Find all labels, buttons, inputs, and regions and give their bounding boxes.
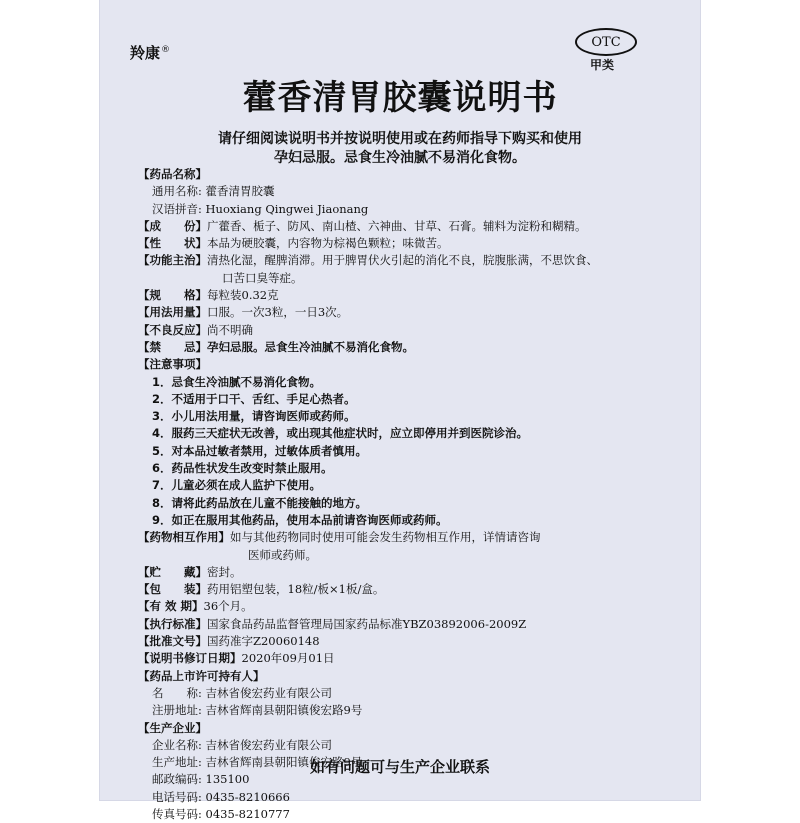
manufacturer-address-label: 生产地址:: [152, 755, 202, 770]
section-notes: 【注意事项】: [138, 357, 207, 372]
leaflet-sheet: [100, 0, 700, 821]
row-validity: [138, 598, 668, 615]
fax-value: 0435-8210777: [205, 806, 290, 821]
row-usage: [138, 304, 668, 321]
approval-value: 国药准字Z20060148: [207, 634, 320, 649]
manufacturer-name-label: 企业名称:: [152, 737, 202, 752]
row-fax: [138, 806, 668, 823]
holder-address-label: 注册地址:: [152, 703, 202, 718]
validity-value: 36个月。: [203, 599, 253, 614]
spec-label: 【规 格】: [138, 288, 207, 303]
revision-date-value: 2020年09月01日: [241, 651, 335, 666]
note-item-1: 1．忌食生冷油腻不易消化食物。: [152, 374, 321, 389]
row-character: [138, 235, 668, 252]
document-title: 藿香清胃胶囊说明书: [242, 78, 558, 118]
otc-class-label: 甲类: [590, 58, 615, 72]
indication-value: 清热化湿，醒脾消滞。用于脾胃伏火引起的消化不良，脘腹胀满，不思饮食、: [207, 253, 598, 268]
phone-label: 电话号码:: [152, 789, 202, 804]
warning-notice: 孕妇忌服。忌食生冷油腻不易消化食物。: [274, 150, 526, 166]
note-item-6: 6．药品性状发生改变时禁止服用。: [152, 461, 333, 476]
contact-footer: 如有问题可与生产企业联系: [309, 758, 490, 776]
section-manufacturer: 【生产企业】: [138, 720, 207, 735]
row-holder-name: [138, 685, 668, 702]
row-pinyin: [138, 201, 668, 218]
brand-name: 羚康: [130, 44, 161, 62]
holder-name-label: 名 称:: [152, 685, 202, 700]
phone-value: 0435-8210666: [205, 789, 290, 804]
storage-label: 【贮 藏】: [138, 564, 207, 579]
postal-code-value: 135100: [205, 772, 250, 787]
row-manufacturer-name: [138, 737, 668, 754]
spec-value: 每粒装0.32克: [207, 288, 279, 303]
fax-label: 传真号码:: [152, 806, 202, 821]
package-value: 药用铝塑包装，18粒/板×1板/盒。: [207, 582, 385, 597]
row-spec: [138, 287, 668, 304]
usage-label: 【用法用量】: [138, 305, 207, 320]
section-license-holder: 【药品上市许可持有人】: [138, 668, 265, 683]
otc-badge: OTC: [575, 28, 637, 56]
package-label: 【包 装】: [138, 582, 207, 597]
adverse-value: 尚不明确: [207, 322, 253, 337]
holder-address-value: 吉林省辉南县朝阳镇俊宏路9号: [205, 703, 363, 718]
storage-value: 密封。: [207, 564, 242, 579]
leaflet-body: [138, 166, 668, 823]
interaction-label: 【药物相互作用】: [138, 530, 230, 545]
row-holder-address: [138, 702, 668, 719]
row-revision-date: [138, 650, 668, 667]
indication-label: 【功能主治】: [138, 253, 207, 268]
registered-mark-icon: ®: [161, 45, 171, 55]
validity-label: 【有 效 期】: [138, 599, 204, 614]
manufacturer-address-value: 吉林省辉南县朝阳镇俊宏路9号: [205, 755, 363, 770]
row-interaction: [138, 529, 668, 546]
note-item-2: 2．不适用于口干、舌红、手足心热者。: [152, 391, 356, 406]
interaction-value: 如与其他药物同时使用可能会发生药物相互作用，详情请咨询: [230, 530, 541, 545]
ingredients-label: 【成 份】: [138, 218, 207, 233]
common-name-value: 藿香清胃胶囊: [205, 184, 275, 199]
row-standard: [138, 616, 668, 633]
ingredients-value: 广藿香、栀子、防风、南山楂、六神曲、甘草、石膏。辅料为淀粉和糊精。: [207, 218, 587, 233]
adverse-label: 【不良反应】: [138, 322, 207, 337]
row-phone: [138, 789, 668, 806]
note-item-9: 9．如正在服用其他药品，使用本品前请咨询医师或药师。: [152, 512, 448, 527]
holder-name-value: 吉林省俊宏药业有限公司: [205, 685, 333, 700]
postal-code-label: 邮政编码:: [152, 772, 202, 787]
pinyin-value: Huoxiang Qingwei Jiaonang: [205, 201, 369, 216]
note-item-3: 3．小儿用法用量，请咨询医师或药师。: [152, 409, 356, 424]
row-storage: [138, 564, 668, 581]
revision-date-label: 【说明书修订日期】: [138, 651, 242, 666]
brand-mark: [130, 42, 170, 63]
row-adverse: [138, 322, 668, 339]
interaction-continued: 医师或药师。: [248, 547, 317, 562]
note-item-5: 5．对本品过敏者禁用，过敏体质者慎用。: [152, 443, 367, 458]
character-value: 本品为硬胶囊，内容物为棕褐色颗粒；味微苦。: [207, 236, 449, 251]
row-common-name: [138, 183, 668, 200]
row-ingredients: [138, 218, 668, 235]
note-item-7: 7．儿童必须在成人监护下使用。: [152, 478, 321, 493]
note-item-4: 4．服药三天症状无改善，或出现其他症状时，应立即停用并到医院诊治。: [152, 426, 528, 441]
standard-value: 国家食品药品监督管理局国家药品标准YBZ03892006-2009Z: [207, 616, 527, 631]
common-name-label: 通用名称:: [152, 184, 202, 199]
row-package: [138, 581, 668, 598]
section-drug-name: 【药品名称】: [138, 167, 207, 181]
approval-label: 【批准文号】: [138, 634, 207, 649]
note-item-8: 8．请将此药品放在儿童不能接触的地方。: [152, 495, 367, 510]
standard-label: 【执行标准】: [138, 616, 207, 631]
reading-notice: 请仔细阅读说明书并按说明使用或在药师指导下购买和使用: [218, 131, 582, 147]
usage-value: 口服。一次3粒，一日3次。: [207, 305, 349, 320]
row-approval: [138, 633, 668, 650]
indication-continued: 口苦口臭等症。: [222, 270, 303, 285]
character-label: 【性 状】: [138, 236, 207, 251]
row-indication: [138, 252, 668, 269]
contraindication-label: 【禁 忌】: [138, 339, 207, 354]
contraindication-value: 孕妇忌服。忌食生冷油腻不易消化食物。: [207, 339, 414, 354]
pinyin-label: 汉语拼音:: [152, 201, 202, 216]
manufacturer-name-value: 吉林省俊宏药业有限公司: [205, 737, 333, 752]
row-contraindication: [138, 339, 668, 356]
